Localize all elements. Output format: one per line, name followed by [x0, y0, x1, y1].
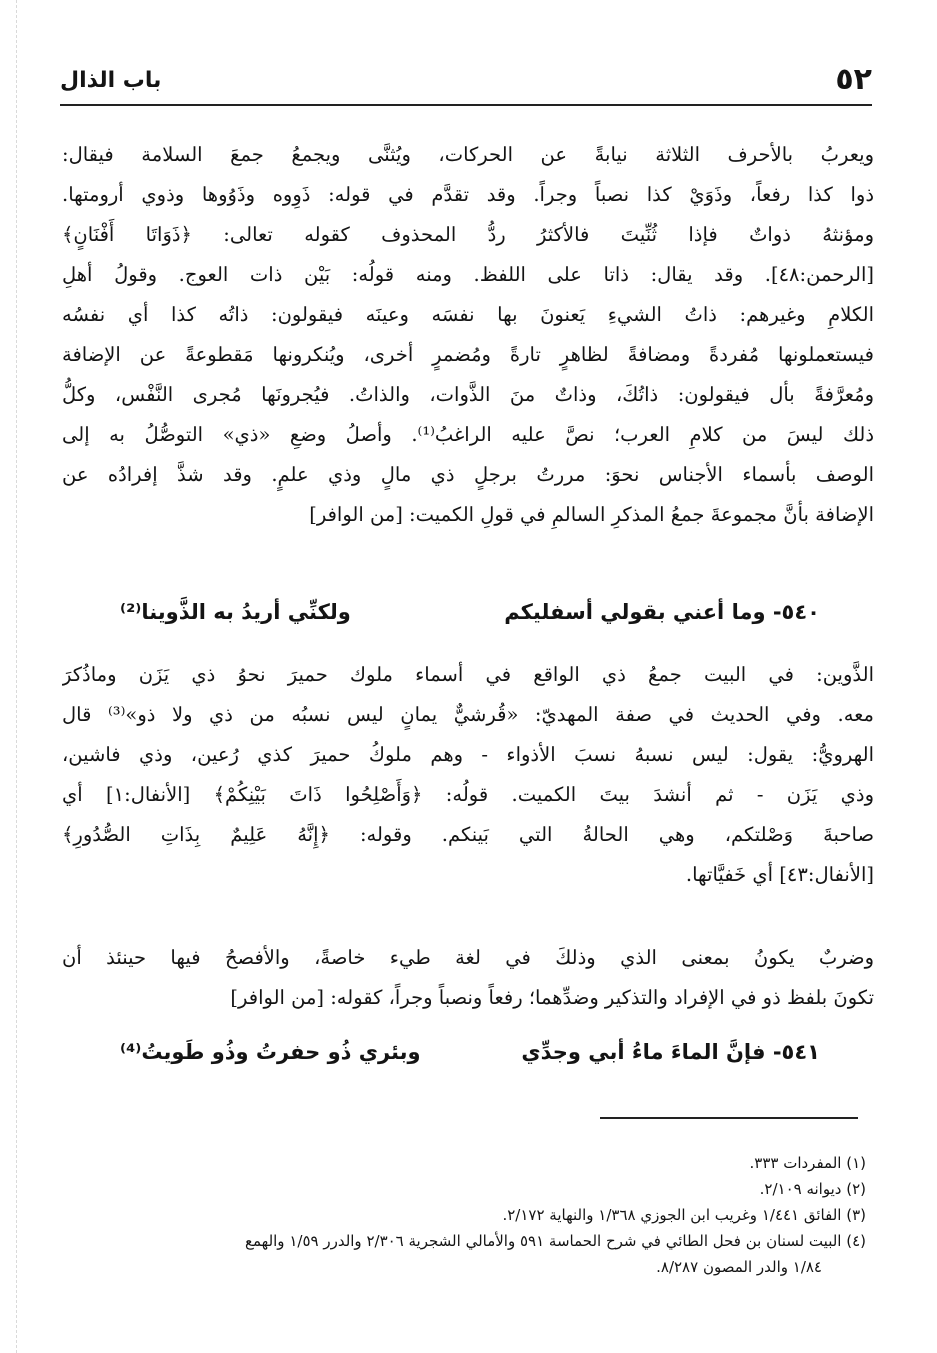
text-line: [الأنفال:٤٣] أي خَفيَّاتها.	[685, 863, 874, 886]
text-line: ذوا كذا رفعاً، وذَوَيْ كذا نصباً وجراً. وقد تقدَّم في قوله: ذَوِوه وذَوُوها وذوي أرومتها.	[62, 183, 874, 206]
verse-second-hemistich: ولكنِّي أريدُ به الذَّوينا⁽²⁾	[120, 600, 351, 624]
verse-540	[120, 600, 820, 646]
text-line: ومُعرَّفةً بأل فيقولون: ذاتُكَ، وذاتٌ منَ الذَّوات، والذاتُ. فيُجرونَها مُجرى النَّفْس، وكلُّ	[62, 383, 874, 406]
text-line: الكلامِ وغيرهم: ذاتُ الشيءِ يَعنونَ بها نفسَه وعينَه فيقولون: ذاتُه كذا أي نفسُه	[62, 303, 874, 326]
scan-edge-line	[16, 0, 17, 1353]
footnote: (٢) ديوانه ٢/١٠٩.	[759, 1180, 866, 1198]
text-line: الهرويُّ: يقول: ليس نسبهُ نسبَ الأذواء - وهم ملوكُ حميرَ كذي رُعين، وذي فاشين،	[62, 743, 874, 766]
footnotes	[80, 1150, 866, 1280]
footnote: (٤) البيت لسنان بن فحل الطائي في شرح الحماسة ٥٩١ والأمالي الشجرية ٢/٣٠٦ والدرر ١/٥٩ والهمع	[245, 1232, 866, 1250]
paragraph-1	[62, 135, 874, 535]
footnote: (٣) الفائق ١/٤٤١ وغريب ابن الجوزي ١/٣٦٨ والنهاية ٢/١٧٢.	[502, 1206, 866, 1224]
text-line: تكونَ بلفظ ذو في الإفراد والتذكير وضدِّهما؛ رفعاً ونصباً وجراً، كقوله: [من الوافر]	[230, 986, 874, 1009]
paragraph-3	[62, 938, 874, 1018]
text-line: ويعربُ بالأحرف الثلاثة نيابةً عن الحركات، ويُثنَّى ويجمعُ جمعَ السلامة فيقال:	[62, 143, 874, 166]
verse-first-hemistich: ٥٤١- فإنَّ الماءَ ماءُ أبي وجدِّي	[521, 1040, 820, 1064]
verse-second-hemistich: وبئري ذُو حفرتُ وذُو طَويتُ⁽⁴⁾	[120, 1040, 421, 1064]
text-line: فيستعملونها مُفردةً ومضافةً لظاهرٍ تارةً ومُضمرٍ أخرى، ويُنكرونها مَقطوعةً عن الإضافة	[62, 343, 874, 366]
text-line: الإضافة بأنَّ مجموعةَ جمعُ المذكرِ السالمِ في قولِ الكميت: [من الوافر]	[309, 503, 874, 526]
page-number: ٥٢	[835, 62, 872, 97]
text-line: ومؤنثهُ ذواتٌ فإذا ثُنِّيتَ فالأكثرُ ردُّ المحذوف كقوله تعالى: ﴿ذَوَاتَا أَفْنَانٍ﴾	[62, 223, 874, 246]
text-line: الذَّوين: في البيت جمعُ ذي الواقع في أسماء ملوك حميرَ نحوُ ذي يَزَن وماذُكرَ	[62, 663, 874, 686]
text-line: الوصف بأسماء الأجناس نحوَ: مررتُ برجلٍ ذي مالٍ وذي علمٍ. وقد شذَّ إفرادُه عن	[62, 463, 874, 486]
footnote: (١) المفردات ٣٣٣.	[749, 1154, 866, 1172]
footnote-continuation: ١/٨٤ والدر المصون ٨/٢٨٧.	[656, 1258, 822, 1276]
verse-541	[120, 1040, 820, 1086]
footnote-separator	[600, 1117, 858, 1119]
text-line: وضربٌ يكونُ بمعنى الذي وذلكَ في لغة طيء خاصةً، والأفصحُ فيها حينئذ أن	[62, 946, 874, 969]
text-line: معه. وفي الحديث في صفة المهديّ: «قُرشيٌّ يمانٍ ليس نسبُه من ذي ولا ذو»⁽³⁾ قال	[62, 703, 874, 726]
header-rule	[60, 104, 872, 106]
running-title: باب الذال	[60, 68, 162, 93]
text-line: صاحبةَ وَصْلتكم، وهي الحالةُ التي بَينكم. وقوله: ﴿إِنَّهُ عَلِيمٌ بِذَاتِ الصُّدُورِ﴾	[62, 823, 874, 846]
page-header	[60, 62, 872, 102]
text-line: [الرحمن:٤٨]. وقد يقال: ذاتا على اللفظ. ومنه قولُه: بَيْن ذات العوج. وقولُ أهلِ	[62, 263, 874, 286]
text-line: وذي يَزَن - ثم أنشدَ بيتَ الكميت. قولُه: ﴿وَأَصْلِحُوا ذَاتَ بَيْنِكُمْ﴾ [الأنفال:١] أي	[62, 783, 874, 806]
paragraph-2	[62, 655, 874, 895]
text-line: ذلك ليسَ من كلامِ العرب؛ نصَّ عليه الراغبُ⁽¹⁾. وأصلُ وضعِ «ذي» التوصُّلُ به إلى	[62, 423, 874, 446]
verse-first-hemistich: ٥٤٠- وما أعني بقولي أسفليكم	[504, 600, 820, 624]
